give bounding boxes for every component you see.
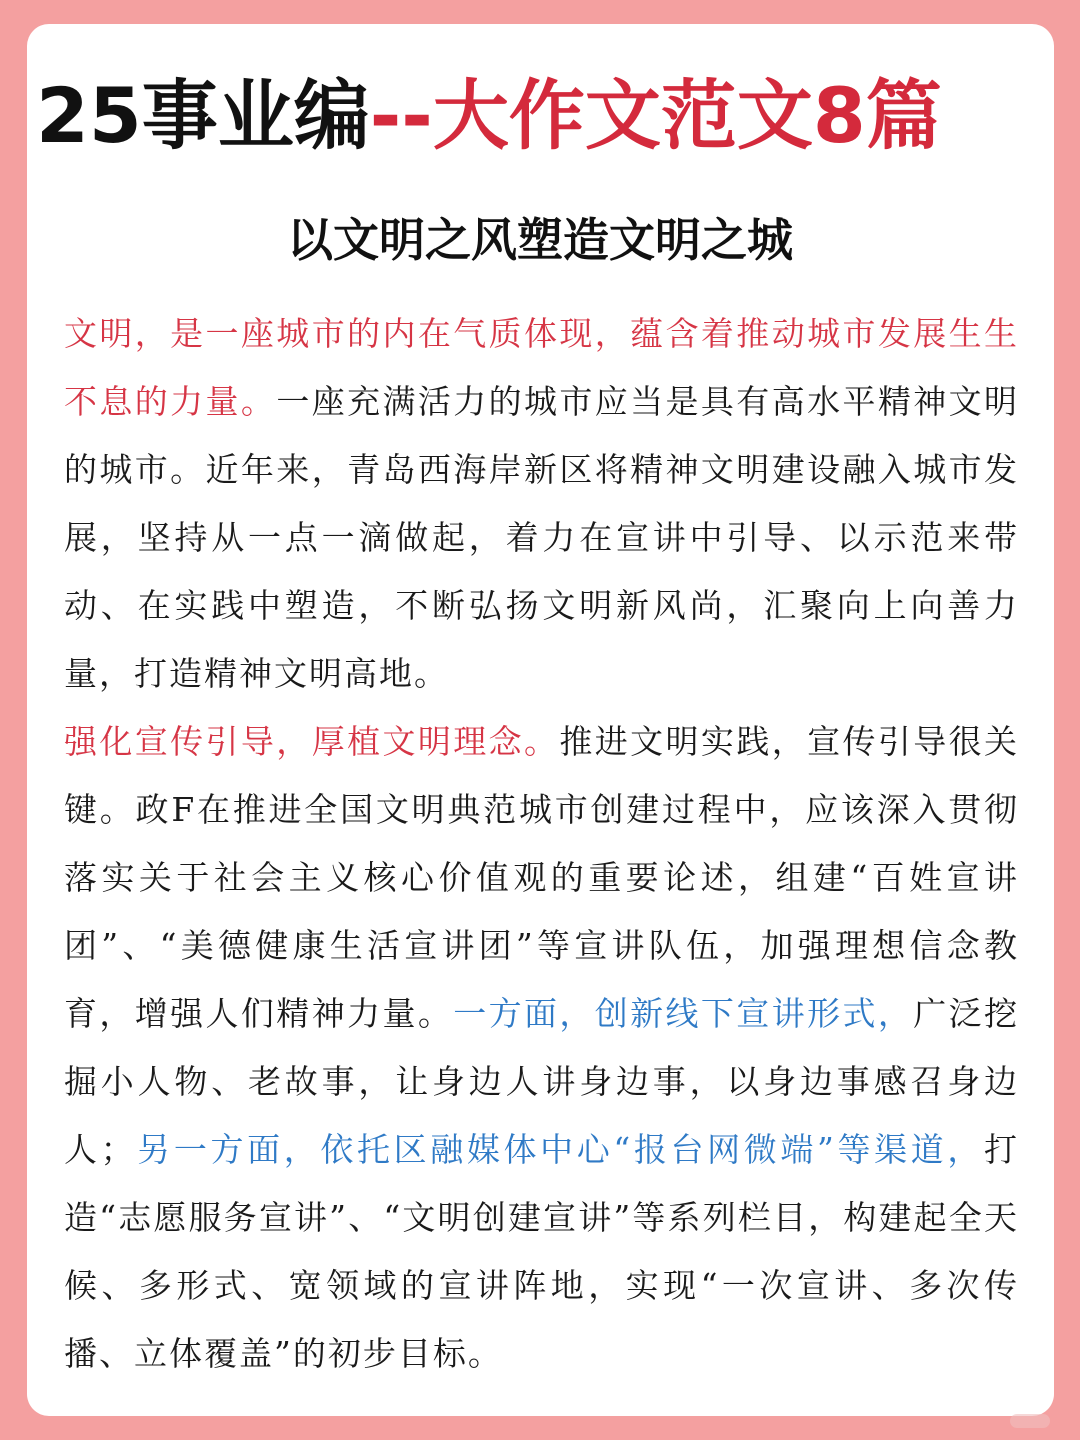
paragraph-2-text-2: 广泛挖掘小人物、老故事，让身边人讲身边事，以身边事感召身边人； (64, 994, 1020, 1169)
paragraph-1-lead: 文明，是一座城市的内在气质体现，蕴含着推动城市发展生生不息的力量。 (64, 314, 1019, 421)
article-subtitle: 以文明之风塑造文明之城 (287, 213, 793, 267)
paragraph-2-text-1: 推进文明实践，宣传引导很关键。政F在推进全国文明典范城市创建过程中，应该深入贯彻落实关于社会主义核心价值观的重要论述，组建“百姓宣讲团”、“美德健康生活宣讲团”等宣讲队伍，加强理想信念教育，增强人们精神力量。 (64, 722, 1020, 1033)
article-body (64, 300, 1019, 1388)
paragraph-2-highlight-2: 另一方面，依托区融媒体中心“报台网微端”等渠道， (135, 1130, 984, 1169)
title-prefix: 25事业编 (36, 71, 370, 160)
paragraph-2-text-3: 打造“志愿服务宣讲”、“文明创建宣讲”等系列栏目，构建起全天候、多形式、宽领域的宣讲阵地，实现“一次宣讲、多次传播、立体覆盖”的初步目标。 (64, 1130, 1019, 1373)
paragraph-1-text: 一座充满活力的城市应当是具有高水平精神文明的城市。近年来，青岛西海岸新区将精神文明建设融入城市发展，坚持从一点一滴做起，着力在宣讲中引导、以示范来带动、在实践中塑造，不断弘扬文明新风尚，汇聚向上向善力量，打造精神文明高地。 (64, 382, 1020, 693)
page-title (36, 66, 1046, 166)
watermark-mark (1010, 1414, 1050, 1428)
title-suffix: --大作文范文8篇 (369, 71, 942, 160)
paragraph-2-highlight-1: 一方面，创新线下宣讲形式， (453, 994, 914, 1033)
paragraph-2-lead: 强化宣传引导，厚植文明理念。 (64, 722, 560, 761)
paragraph-2 (64, 708, 1019, 1388)
paragraph-1 (64, 300, 1019, 708)
